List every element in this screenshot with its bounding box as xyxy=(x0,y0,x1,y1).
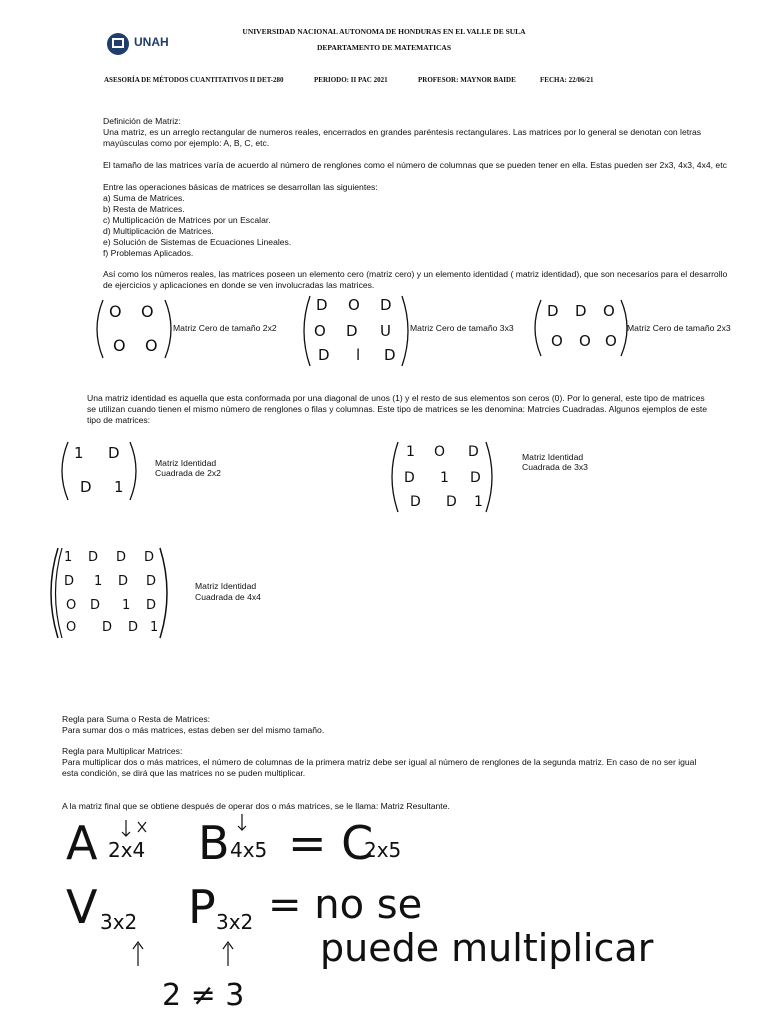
matrix-entry: O xyxy=(66,598,77,613)
course-info: ASESORÍA DE MÉTODOS CUANTITATIVOS II DET-280 xyxy=(104,76,284,84)
matrix-entry: D xyxy=(470,470,481,486)
matrix-entry: O xyxy=(109,302,122,321)
matrix-entry: l xyxy=(356,346,361,364)
matrix-entry: D xyxy=(384,346,396,364)
hand-not-equal: 2 ≠ 3 xyxy=(162,978,245,1013)
matrix-entry: D xyxy=(575,302,587,320)
mult-rule-heading: Regla para Multiplicar Matrices: xyxy=(62,746,183,756)
arrow-up-icon xyxy=(128,938,238,973)
matrix-entry: U xyxy=(380,322,391,340)
hand-c-size: 2x5 xyxy=(364,838,402,862)
matrix-entry: D xyxy=(146,598,157,613)
identity-paragraph-line-3: tipo de matrices: xyxy=(87,415,151,425)
result-matrix-text: A la matriz final que se obtiene después de operar dos o más matrices, se le llama: Matriz Resultante. xyxy=(62,801,450,811)
mult-rule-line-2: esta condición, se dirá que las matrices no se puden multiplicar. xyxy=(62,768,306,778)
operation-item: f) Problemas Aplicados. xyxy=(103,248,194,258)
matrix-entry: D xyxy=(108,444,120,462)
hand-equals-c: = C xyxy=(288,816,374,870)
matrix-entry: O xyxy=(113,336,126,355)
arrow-down-icon xyxy=(118,818,148,847)
matrix-entry: O xyxy=(145,336,158,355)
operation-item: e) Solución de Sistemas de Ecuaciones Lineales. xyxy=(103,237,292,247)
matrix-entry: D xyxy=(410,494,421,510)
matrix-entry: 1 xyxy=(150,620,159,635)
matrix-entry: D xyxy=(118,574,129,589)
identity-4x4-label-2: Cuadrada de 4x4 xyxy=(195,592,261,602)
operation-item: b) Resta de Matrices. xyxy=(103,204,185,214)
hand-puede-multiplicar: puede multiplicar xyxy=(320,926,654,970)
identity-matrix-3x3 xyxy=(388,440,498,514)
hand-matrix-a: A xyxy=(66,816,98,870)
identity-intro-line-1: Así como los números reales, las matrices poseen un elemento cero (matriz cero) y un elemento identidad ( matriz identidad), que son necesarios para el desarrollo xyxy=(103,269,728,279)
identity-paragraph-line-1: Una matriz identidad es aquella que esta conformada por una diagonal de unos (1) y el resto de sus elementos son ceros (0). Por lo general, este tipo de matrices xyxy=(87,393,705,403)
university-title: UNIVERSIDAD NACIONAL AUTONOMA DE HONDURAS EN EL VALLE DE SULA xyxy=(242,27,526,36)
matrix-entry: D xyxy=(116,550,127,565)
arrow-down-icon xyxy=(234,812,254,841)
zero-2x2-label: Matriz Cero de tamaño 2x2 xyxy=(173,323,277,333)
definition-line-2: mayúsculas como por ejemplo: A, B, C, etc. xyxy=(103,138,270,148)
matrix-entry: 1 xyxy=(440,470,449,486)
identity-2x2-label-2: Cuadrada de 2x2 xyxy=(155,468,221,478)
matrix-entry: D xyxy=(346,322,358,340)
operation-item: d) Multiplicación de Matrices. xyxy=(103,226,214,236)
matrix-entry: D xyxy=(380,296,392,314)
matrix-entry: O xyxy=(605,332,617,350)
matrix-entry: D xyxy=(318,346,330,364)
matrix-entry: D xyxy=(90,598,101,613)
sum-rule-heading: Regla para Suma o Resta de Matrices: xyxy=(62,714,211,724)
identity-2x2-label: Matriz Identidad xyxy=(155,458,217,468)
operations-heading: Entre las operaciones básicas de matrices se desarrollan las siguientes: xyxy=(103,182,378,192)
operation-item: a) Suma de Matrices. xyxy=(103,193,185,203)
hand-matrix-p: P xyxy=(188,880,216,934)
identity-3x3-label-2: Cuadrada de 3x3 xyxy=(522,462,588,472)
zero-matrix-2x3 xyxy=(533,298,629,358)
matrix-entry: 1 xyxy=(64,550,73,565)
department-title: DEPARTAMENTO DE MATEMATICAS xyxy=(316,43,452,52)
hand-a-size: 2x4 xyxy=(108,838,146,862)
identity-intro-line-2: de ejercicios y aplicaciones en donde se ven involucradas las matrices. xyxy=(103,280,375,290)
matrix-entry: D xyxy=(80,478,92,496)
zero-2x3-label: Matriz Cero de tamaño 2x3 xyxy=(627,323,731,333)
identity-paragraph-line-2: se utilizan cuando tienen el mismo número de renglones o filas y columnas. Este tipo de matrices se les denomina: Matrcies Cuadradas. Algunos ejemplos de este xyxy=(87,404,708,414)
definition-heading: Definición de Matriz: xyxy=(103,116,181,126)
hand-v-size: 3x2 xyxy=(100,910,138,934)
identity-matrix-2x2 xyxy=(58,440,142,502)
date-info: FECHA: 22/06/21 xyxy=(540,76,594,84)
matrix-entry: 1 xyxy=(122,598,131,613)
matrix-entry: 1 xyxy=(94,574,103,589)
matrix-entry: O xyxy=(348,296,360,314)
hand-b-size: 4x5 xyxy=(230,838,268,862)
zero-matrix-2x2 xyxy=(95,298,175,360)
period-info: PERIODO: II PAC 2021 xyxy=(314,76,388,84)
matrix-entry: D xyxy=(468,444,479,460)
matrix-entry: D xyxy=(404,470,415,486)
sum-rule-text: Para sumar dos o más matrices, estas deben ser del mismo tamaño. xyxy=(62,725,325,735)
matrix-entry: D xyxy=(144,550,155,565)
hand-p-size: 3x2 xyxy=(216,910,254,934)
matrix-entry: 1 xyxy=(406,444,415,460)
matrix-entry: O xyxy=(579,332,591,350)
matrix-entry: D xyxy=(316,296,328,314)
matrix-entry: O xyxy=(603,302,615,320)
hand-matrix-b: B xyxy=(198,816,230,870)
identity-4x4-label: Matriz Identidad xyxy=(195,581,257,591)
matrix-entry: D xyxy=(146,574,157,589)
definition-line-1: Una matriz, es un arreglo rectangular de numeros reales, encerrados en grandes paréntesis rectangulares. Las matrices por lo general se denotan con letras xyxy=(103,127,702,137)
matrix-entry: D xyxy=(547,302,559,320)
hand-matrix-v: V xyxy=(66,880,98,934)
matrix-entry: O xyxy=(314,322,326,340)
matrix-entry: D xyxy=(64,574,75,589)
professor-info: PROFESOR: MAYNOR BAIDE xyxy=(418,76,516,84)
matrix-entry: 1 xyxy=(474,494,483,510)
matrix-entry: O xyxy=(141,302,154,321)
zero-3x3-label: Matriz Cero de tamaño 3x3 xyxy=(410,323,514,333)
matrix-entry: O xyxy=(434,444,446,460)
matrix-entry: D xyxy=(102,620,113,635)
matrix-entry: 1 xyxy=(114,478,124,496)
operation-item: c) Multiplicación de Matrices por un Escalar. xyxy=(103,215,271,225)
matrix-entry: 1 xyxy=(74,444,84,462)
identity-matrix-4x4 xyxy=(48,546,176,640)
unah-logo xyxy=(106,30,176,58)
identity-3x3-label: Matriz Identidad xyxy=(522,452,584,462)
hand-no-se: = no se xyxy=(268,882,423,928)
matrix-entry: O xyxy=(66,620,77,635)
mult-rule-line-1: Para multiplicar dos o más matrices, el número de columnas de la primera matriz debe ser igual al número de renglones de la segunda matriz. En caso de no ser igual xyxy=(62,757,697,767)
logo-text: UNAH xyxy=(134,35,169,49)
matrix-entry: D xyxy=(446,494,457,510)
matrix-entry: D xyxy=(88,550,99,565)
size-paragraph: El tamaño de las matrices varía de acuerdo al número de renglones como el número de columnas que se pueden tener en ella. Estas pueden ser 2x3, 4x3, 4x4, etc xyxy=(103,160,727,170)
zero-matrix-3x3 xyxy=(302,294,410,368)
matrix-entry: O xyxy=(551,332,563,350)
matrix-entry: D xyxy=(128,620,139,635)
